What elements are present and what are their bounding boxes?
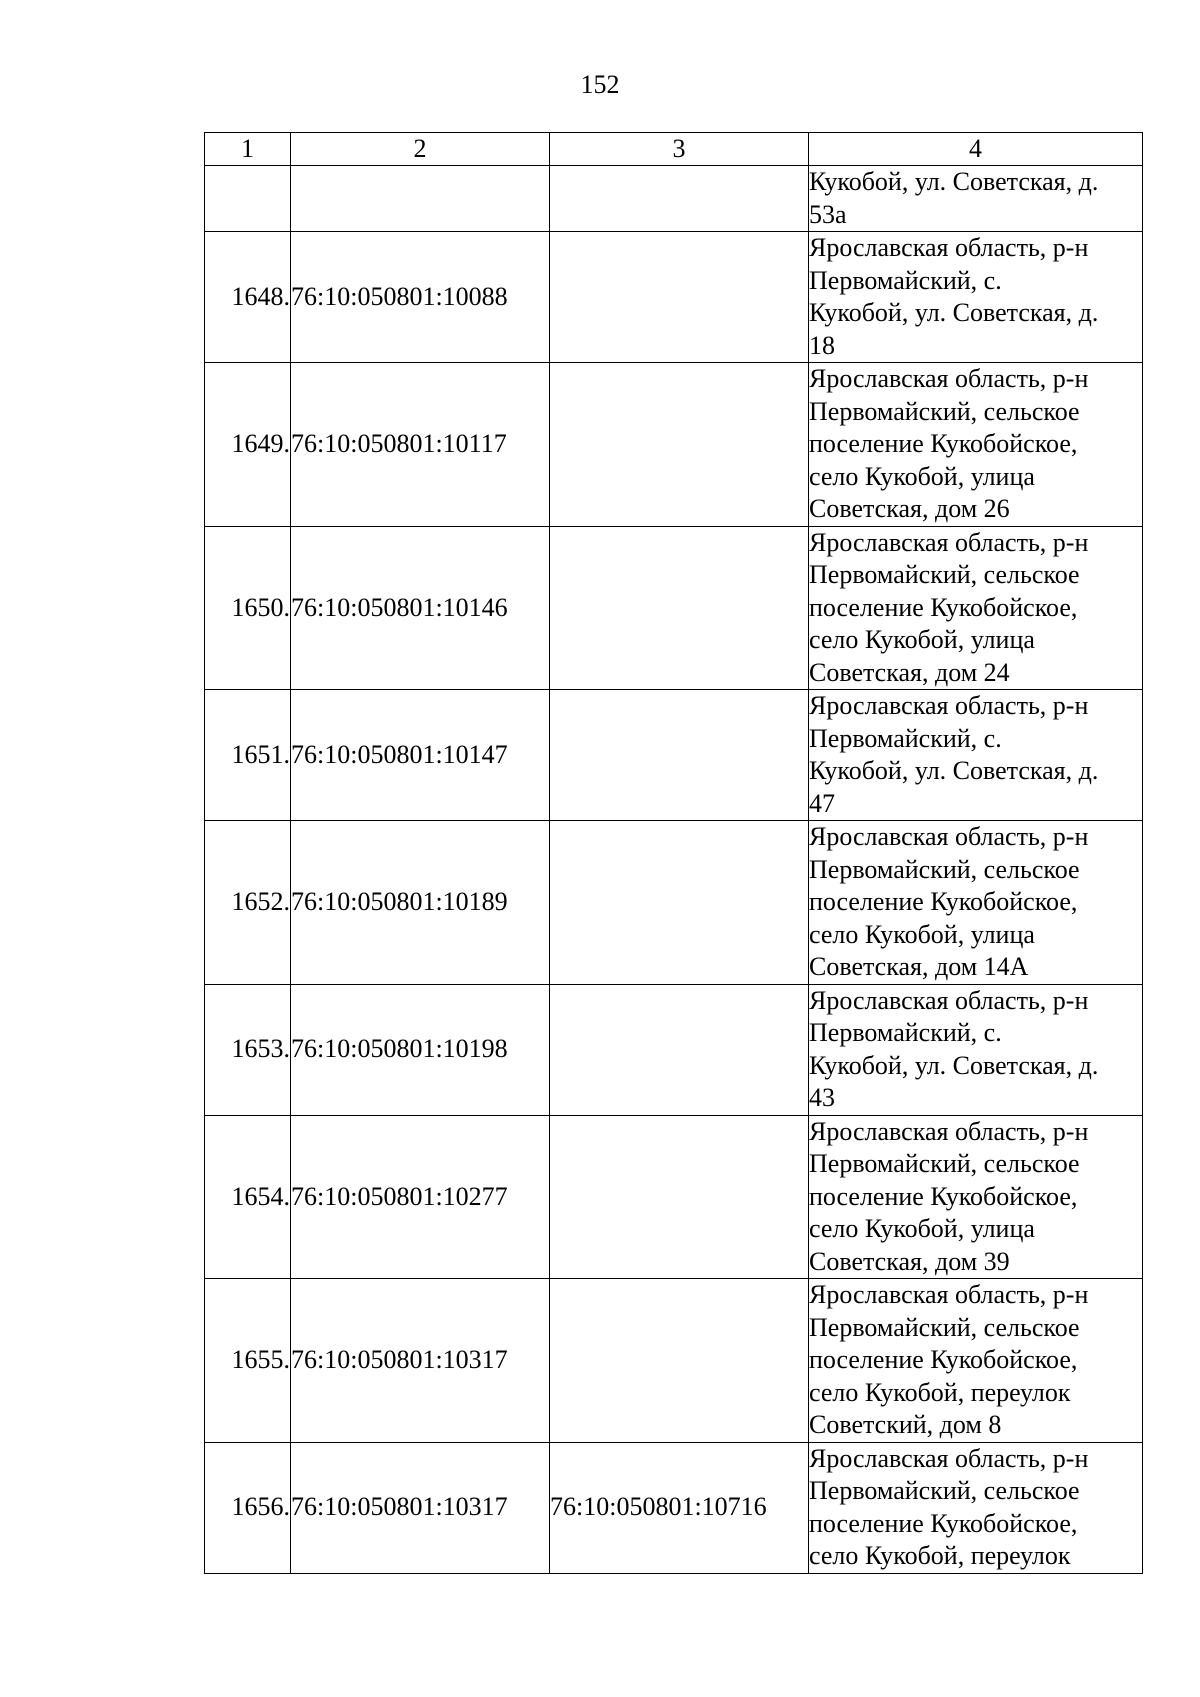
address-line: Ярославская область, р-н: [809, 1443, 1089, 1473]
address-cell: [809, 984, 1143, 1115]
address-line: поселение Кукобойское,: [809, 1181, 1078, 1211]
row-number: 1649.: [205, 363, 291, 527]
address-line: Ярославская область, р-н: [809, 364, 1089, 393]
related-cadastral-number: 76:10:050801:10716: [550, 1442, 809, 1573]
address-line: Советская, дом 39: [809, 1246, 1010, 1276]
address-line: село Кукобой, улица: [809, 461, 1035, 491]
cadastral-number: 76:10:050801:10117: [291, 363, 550, 527]
related-cadastral-number: [550, 166, 809, 232]
table-row: [205, 526, 1143, 690]
row-number: 1653.: [205, 984, 291, 1115]
cadastral-number: 76:10:050801:10146: [291, 526, 550, 690]
address-line: Ярославская область, р-н: [809, 985, 1089, 1015]
header-col-1: 1: [205, 133, 291, 166]
address-line: Советская, дом 26: [809, 494, 1010, 523]
address-line: 18: [809, 330, 835, 360]
address-cell: [809, 166, 1143, 232]
address-line: Кукобой, ул. Советская, д.: [809, 1050, 1099, 1080]
table-body: [205, 166, 1143, 1574]
table-row: [205, 1115, 1143, 1279]
related-cadastral-number: [550, 1279, 809, 1443]
address-line: поселение Кукобойское,: [809, 592, 1078, 622]
address-cell: [809, 363, 1143, 527]
address-line: Ярославская область, р-н: [809, 691, 1089, 720]
table-row: [205, 690, 1143, 821]
address-line: село Кукобой, улица: [809, 1214, 1035, 1243]
header-col-4: 4: [809, 133, 1143, 166]
related-cadastral-number: [550, 1115, 809, 1279]
address-line: поселение Кукобойское,: [809, 1345, 1078, 1374]
header-col-2: 2: [291, 133, 550, 166]
header-row: [205, 133, 1143, 166]
address-line: поселение Кукобойское,: [809, 1508, 1078, 1538]
related-cadastral-number: [550, 984, 809, 1115]
address-line: Первомайский, сельское: [809, 560, 1080, 589]
address-line: Ярославская область, р-н: [809, 1280, 1089, 1309]
address-line: село Кукобой, улица: [809, 625, 1035, 654]
address-cell: [809, 1279, 1143, 1443]
row-number: 1650.: [205, 526, 291, 690]
row-number: 1648.: [205, 232, 291, 363]
cadastral-number: 76:10:050801:10317: [291, 1279, 550, 1443]
address-line: 47: [809, 788, 835, 818]
cadastral-number: 76:10:050801:10198: [291, 984, 550, 1115]
cadastral-number: 76:10:050801:10277: [291, 1115, 550, 1279]
table-row: [205, 363, 1143, 527]
table-row: [205, 1442, 1143, 1573]
address-line: Кукобой, ул. Советская, д.: [809, 167, 1099, 196]
cadastral-number: 76:10:050801:10147: [291, 690, 550, 821]
cadastral-number: 76:10:050801:10317: [291, 1442, 550, 1573]
address-line: Первомайский, сельское: [809, 1149, 1080, 1178]
address-cell: [809, 1115, 1143, 1279]
row-number: 1654.: [205, 1115, 291, 1279]
address-cell: [809, 821, 1143, 985]
address-line: Ярославская область, р-н: [809, 1116, 1089, 1146]
address-line: поселение Кукобойское,: [809, 887, 1078, 916]
address-line: село Кукобой, переулок: [809, 1541, 1071, 1570]
address-line: село Кукобой, переулок: [809, 1377, 1071, 1407]
cadastral-number: 76:10:050801:10088: [291, 232, 550, 363]
address-line: Кукобой, ул. Советская, д.: [809, 756, 1099, 785]
address-line: Первомайский, сельское: [809, 396, 1080, 426]
address-line: Советская, дом 24: [809, 657, 1010, 687]
cadastral-number: 76:10:050801:10189: [291, 821, 550, 985]
related-cadastral-number: [550, 526, 809, 690]
table-row: [205, 232, 1143, 363]
address-line: Первомайский, сельское: [809, 1476, 1080, 1505]
header-col-3: 3: [550, 133, 809, 166]
address-line: Первомайский, сельское: [809, 1312, 1080, 1342]
address-line: Первомайский, с.: [809, 265, 1002, 295]
address-line: Ярославская область, р-н: [809, 233, 1089, 262]
address-line: Ярославская область, р-н: [809, 527, 1089, 557]
table-header: [205, 133, 1143, 166]
row-number: 1651.: [205, 690, 291, 821]
address-line: село Кукобой, улица: [809, 919, 1035, 949]
registry-table: [204, 132, 1143, 1574]
table-row: [205, 166, 1143, 232]
cadastral-number: [291, 166, 550, 232]
related-cadastral-number: [550, 232, 809, 363]
row-number: 1652.: [205, 821, 291, 985]
address-cell: [809, 526, 1143, 690]
table-row: [205, 984, 1143, 1115]
address-cell: [809, 232, 1143, 363]
address-line: Советская, дом 14А: [809, 952, 1029, 981]
address-line: Ярославская область, р-н: [809, 822, 1089, 851]
related-cadastral-number: [550, 821, 809, 985]
address-line: Первомайский, с.: [809, 1018, 1002, 1047]
address-line: 43: [809, 1083, 835, 1112]
row-number: [205, 166, 291, 232]
address-line: Кукобой, ул. Советская, д.: [809, 298, 1099, 327]
address-cell: [809, 690, 1143, 821]
address-line: поселение Кукобойское,: [809, 429, 1078, 458]
table-row: [205, 821, 1143, 985]
page-number: 152: [580, 70, 620, 99]
address-line: Первомайский, сельское: [809, 854, 1080, 884]
address-line: 53а: [809, 199, 847, 229]
row-number: 1655.: [205, 1279, 291, 1443]
related-cadastral-number: [550, 363, 809, 527]
table-row: [205, 1279, 1143, 1443]
address-line: Советский, дом 8: [809, 1410, 1002, 1439]
address-line: Первомайский, с.: [809, 723, 1002, 753]
related-cadastral-number: [550, 690, 809, 821]
address-cell: [809, 1442, 1143, 1573]
row-number: 1656.: [205, 1442, 291, 1573]
